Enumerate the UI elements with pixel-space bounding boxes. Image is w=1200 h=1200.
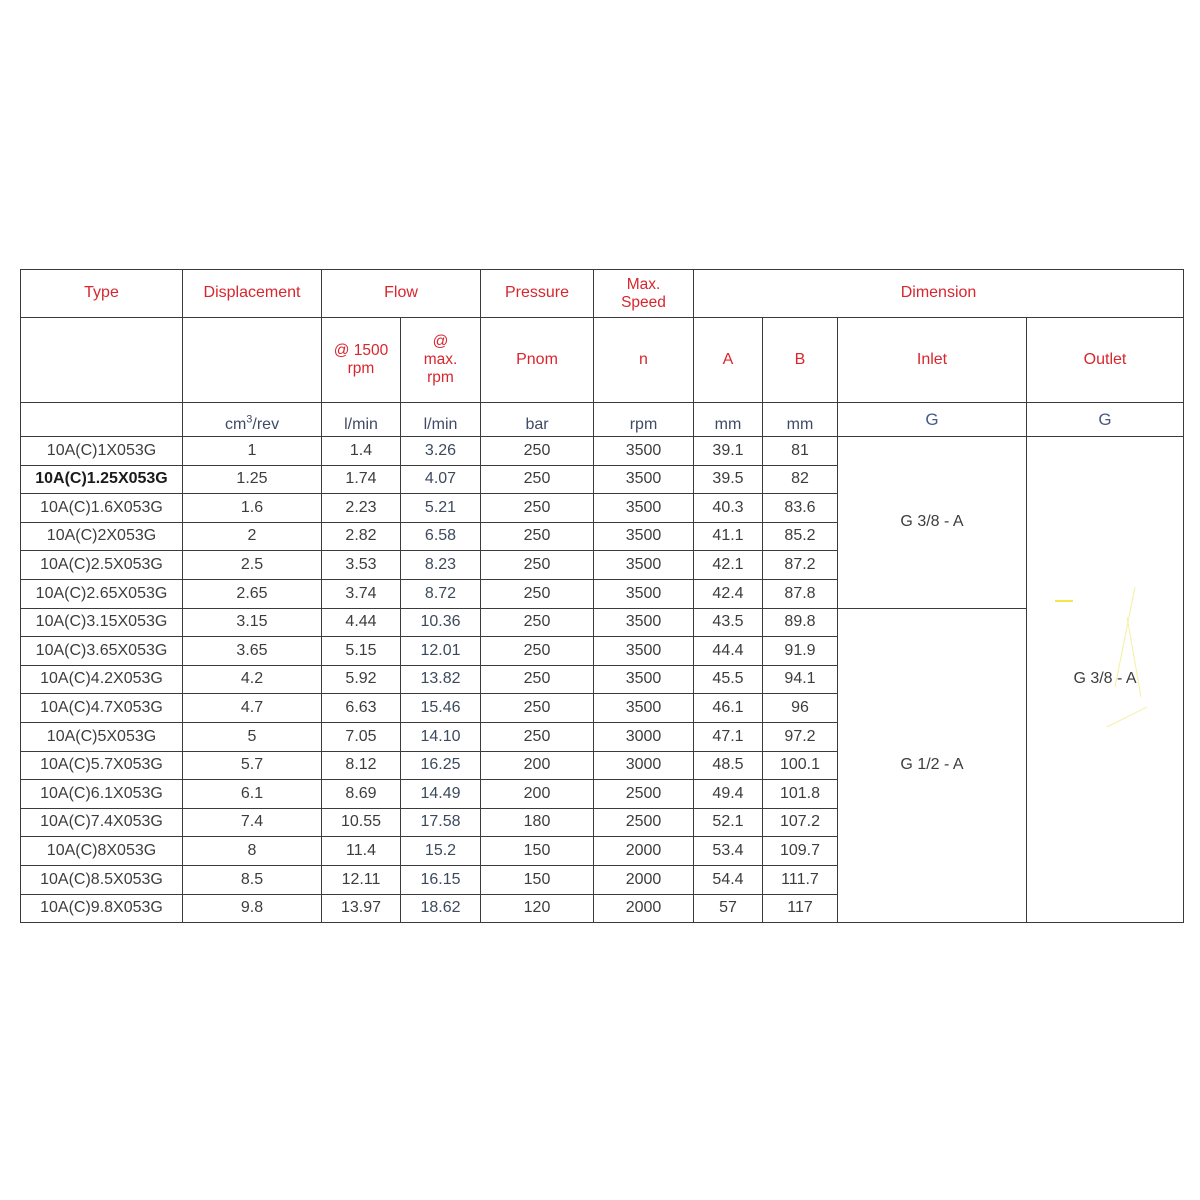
- cell-flow-1500: 12.11: [322, 865, 401, 894]
- header-displacement-blank: [183, 318, 322, 403]
- units-row: [21, 403, 1184, 437]
- cell-flow-max: 17.58: [401, 808, 481, 837]
- header-flow-max-line3: rpm: [427, 368, 454, 386]
- cell-dim-a: 42.1: [694, 551, 763, 580]
- cell-speed: 3500: [594, 522, 694, 551]
- header-flow-1500-line2: rpm: [347, 360, 375, 377]
- cell-dim-a: 54.4: [694, 865, 763, 894]
- header-pnom: Pnom: [481, 318, 594, 403]
- cell-pressure: 250: [481, 494, 594, 523]
- cell-pressure: 250: [481, 579, 594, 608]
- cell-dim-b: 97.2: [763, 722, 838, 751]
- cell-flow-1500: 2.23: [322, 494, 401, 523]
- cell-flow-1500: 3.53: [322, 551, 401, 580]
- header-type: Type: [21, 270, 183, 318]
- cell-flow-1500: 1.4: [322, 437, 401, 466]
- cell-dim-a: 52.1: [694, 808, 763, 837]
- cell-flow-1500: 5.15: [322, 637, 401, 666]
- cell-flow-max: 3.26: [401, 437, 481, 466]
- cell-displacement: 3.15: [183, 608, 322, 637]
- unit-displacement-base: cm: [224, 415, 247, 433]
- cell-type: 10A(C)4.2X053G: [21, 665, 183, 694]
- cell-dim-b: 85.2: [763, 522, 838, 551]
- cell-speed: 3500: [594, 465, 694, 494]
- cell-flow-1500: 11.4: [322, 837, 401, 866]
- header-flow-1500: [322, 318, 401, 403]
- header-max-speed-line1: Max.: [626, 275, 661, 293]
- cell-pressure: 200: [481, 780, 594, 809]
- header-max-speed-line2: Speed: [621, 293, 666, 311]
- cell-type: 10A(C)1X053G: [21, 437, 183, 466]
- cell-displacement: 7.4: [183, 808, 322, 837]
- cell-flow-1500: 1.74: [322, 465, 401, 494]
- unit-inlet: G: [838, 403, 1027, 437]
- cell-dim-a: 48.5: [694, 751, 763, 780]
- cell-dim-b: 94.1: [763, 665, 838, 694]
- cell-pressure: 250: [481, 437, 594, 466]
- inlet-thread-cell: G 3/8 - A: [838, 437, 1027, 609]
- cell-dim-b: 87.8: [763, 579, 838, 608]
- cell-type: 10A(C)3.15X053G: [21, 608, 183, 637]
- cell-pressure: 250: [481, 637, 594, 666]
- cell-flow-max: 5.21: [401, 494, 481, 523]
- header-n: n: [594, 318, 694, 403]
- cell-type: 10A(C)5.7X053G: [21, 751, 183, 780]
- cell-displacement: 8.5: [183, 865, 322, 894]
- cell-flow-1500: 10.55: [322, 808, 401, 837]
- cell-displacement: 5.7: [183, 751, 322, 780]
- cell-displacement: 4.2: [183, 665, 322, 694]
- cell-displacement: 8: [183, 837, 322, 866]
- header-outlet: Outlet: [1027, 318, 1184, 403]
- unit-displacement-tail: /rev: [252, 415, 280, 433]
- cell-speed: 2500: [594, 808, 694, 837]
- cell-type: 10A(C)2.5X053G: [21, 551, 183, 580]
- cell-dim-b: 89.8: [763, 608, 838, 637]
- outlet-thread-cell: [1027, 437, 1184, 923]
- cell-dim-b: 82: [763, 465, 838, 494]
- cell-flow-max: 15.2: [401, 837, 481, 866]
- cell-flow-1500: 7.05: [322, 722, 401, 751]
- header-inlet: Inlet: [838, 318, 1027, 403]
- cell-pressure: 150: [481, 837, 594, 866]
- cell-type: 10A(C)6.1X053G: [21, 780, 183, 809]
- cell-speed: 3500: [594, 579, 694, 608]
- cell-pressure: 120: [481, 894, 594, 923]
- cell-dim-a: 53.4: [694, 837, 763, 866]
- unit-speed: rpm: [594, 403, 694, 437]
- cell-speed: 3500: [594, 637, 694, 666]
- cell-displacement: 1: [183, 437, 322, 466]
- cell-speed: 3500: [594, 694, 694, 723]
- cell-flow-max: 4.07: [401, 465, 481, 494]
- cell-type: 10A(C)7.4X053G: [21, 808, 183, 837]
- cell-dim-b: 87.2: [763, 551, 838, 580]
- cell-dim-a: 42.4: [694, 579, 763, 608]
- cell-dim-b: 81: [763, 437, 838, 466]
- unit-outlet: G: [1027, 403, 1184, 437]
- cell-flow-max: 12.01: [401, 637, 481, 666]
- cell-flow-1500: 5.92: [322, 665, 401, 694]
- cell-dim-b: 109.7: [763, 837, 838, 866]
- cell-flow-max: 8.72: [401, 579, 481, 608]
- cell-displacement: 1.6: [183, 494, 322, 523]
- cell-pressure: 200: [481, 751, 594, 780]
- cell-dim-a: 40.3: [694, 494, 763, 523]
- cell-dim-b: 96: [763, 694, 838, 723]
- unit-pressure: bar: [481, 403, 594, 437]
- cell-type: 10A(C)2X053G: [21, 522, 183, 551]
- header-displacement: Displacement: [183, 270, 322, 318]
- cell-speed: 3500: [594, 437, 694, 466]
- cell-dim-a: 44.4: [694, 637, 763, 666]
- cell-displacement: 5: [183, 722, 322, 751]
- cell-dim-b: 107.2: [763, 808, 838, 837]
- cell-displacement: 6.1: [183, 780, 322, 809]
- cell-type: 10A(C)3.65X053G: [21, 637, 183, 666]
- cell-pressure: 250: [481, 551, 594, 580]
- cell-flow-max: 8.23: [401, 551, 481, 580]
- cell-pressure: 150: [481, 865, 594, 894]
- cell-dim-a: 39.5: [694, 465, 763, 494]
- cell-speed: 2500: [594, 780, 694, 809]
- header-flow-max-line1: @: [432, 333, 449, 351]
- cell-dim-a: 49.4: [694, 780, 763, 809]
- cell-dim-b: 101.8: [763, 780, 838, 809]
- cell-flow-1500: 3.74: [322, 579, 401, 608]
- cell-type: 10A(C)8.5X053G: [21, 865, 183, 894]
- cell-dim-a: 39.1: [694, 437, 763, 466]
- cell-displacement: 2.65: [183, 579, 322, 608]
- cell-type: 10A(C)9.8X053G: [21, 894, 183, 923]
- header-row-main: [21, 270, 1184, 318]
- cell-dim-b: 83.6: [763, 494, 838, 523]
- cell-pressure: 250: [481, 465, 594, 494]
- header-type-blank: [21, 318, 183, 403]
- cell-dim-b: 100.1: [763, 751, 838, 780]
- header-flow-max: [401, 318, 481, 403]
- unit-flow-max: l/min: [401, 403, 481, 437]
- cell-flow-max: 14.49: [401, 780, 481, 809]
- cell-dim-b: 117: [763, 894, 838, 923]
- table-row: [21, 608, 1184, 637]
- header-dim-a: A: [694, 318, 763, 403]
- cell-displacement: 2.5: [183, 551, 322, 580]
- pump-spec-table: [20, 269, 1184, 923]
- cell-flow-max: 13.82: [401, 665, 481, 694]
- header-flow-max-line2: max.: [423, 351, 458, 369]
- cell-speed: 3500: [594, 494, 694, 523]
- unit-type-blank: [21, 403, 183, 437]
- cell-type: 10A(C)1.6X053G: [21, 494, 183, 523]
- cell-speed: 3500: [594, 665, 694, 694]
- header-flow-1500-line1: @ 1500: [333, 342, 389, 360]
- cell-flow-max: 6.58: [401, 522, 481, 551]
- cell-flow-max: 16.15: [401, 865, 481, 894]
- cell-displacement: 2: [183, 522, 322, 551]
- cell-dim-a: 41.1: [694, 522, 763, 551]
- cell-flow-1500: 13.97: [322, 894, 401, 923]
- cell-dim-a: 43.5: [694, 608, 763, 637]
- unit-a: mm: [694, 403, 763, 437]
- cell-flow-max: 16.25: [401, 751, 481, 780]
- header-flow: Flow: [322, 270, 481, 318]
- cell-dim-a: 46.1: [694, 694, 763, 723]
- cell-dim-b: 91.9: [763, 637, 838, 666]
- cell-pressure: 250: [481, 608, 594, 637]
- cell-speed: 3000: [594, 751, 694, 780]
- cell-type: 10A(C)8X053G: [21, 837, 183, 866]
- cell-pressure: 250: [481, 522, 594, 551]
- unit-b: mm: [763, 403, 838, 437]
- cell-speed: 2000: [594, 865, 694, 894]
- cell-dim-a: 45.5: [694, 665, 763, 694]
- cell-flow-max: 14.10: [401, 722, 481, 751]
- cell-pressure: 250: [481, 694, 594, 723]
- cell-speed: 3500: [594, 551, 694, 580]
- cell-dim-b: 111.7: [763, 865, 838, 894]
- cell-type: 10A(C)5X053G: [21, 722, 183, 751]
- cell-type: 10A(C)4.7X053G: [21, 694, 183, 723]
- unit-flow-1500: l/min: [322, 403, 401, 437]
- cell-dim-a: 57: [694, 894, 763, 923]
- unit-displacement: [183, 403, 322, 437]
- header-dim-b: B: [763, 318, 838, 403]
- cell-speed: 3000: [594, 722, 694, 751]
- cell-displacement: 9.8: [183, 894, 322, 923]
- cell-flow-1500: 4.44: [322, 608, 401, 637]
- cell-flow-1500: 8.69: [322, 780, 401, 809]
- header-pressure: Pressure: [481, 270, 594, 318]
- cell-type: 10A(C)1.25X053G: [21, 465, 183, 494]
- cell-pressure: 250: [481, 722, 594, 751]
- cell-pressure: 180: [481, 808, 594, 837]
- cell-flow-max: 10.36: [401, 608, 481, 637]
- header-max-speed: [594, 270, 694, 318]
- cell-flow-1500: 2.82: [322, 522, 401, 551]
- outlet-thread-value: G 3/8 - A: [1073, 670, 1137, 688]
- cell-speed: 2000: [594, 894, 694, 923]
- cell-pressure: 250: [481, 665, 594, 694]
- cell-dim-a: 47.1: [694, 722, 763, 751]
- cell-displacement: 3.65: [183, 637, 322, 666]
- inlet-thread-cell: G 1/2 - A: [838, 608, 1027, 923]
- cell-flow-1500: 6.63: [322, 694, 401, 723]
- unit-displacement-sup: 3: [246, 413, 253, 426]
- table-row: [21, 437, 1184, 466]
- cell-flow-max: 15.46: [401, 694, 481, 723]
- header-dimension: Dimension: [694, 270, 1184, 318]
- cell-type: 10A(C)2.65X053G: [21, 579, 183, 608]
- cell-speed: 3500: [594, 608, 694, 637]
- cell-speed: 2000: [594, 837, 694, 866]
- cell-flow-1500: 8.12: [322, 751, 401, 780]
- cell-displacement: 4.7: [183, 694, 322, 723]
- cell-flow-max: 18.62: [401, 894, 481, 923]
- cell-displacement: 1.25: [183, 465, 322, 494]
- header-row-sub: [21, 318, 1184, 403]
